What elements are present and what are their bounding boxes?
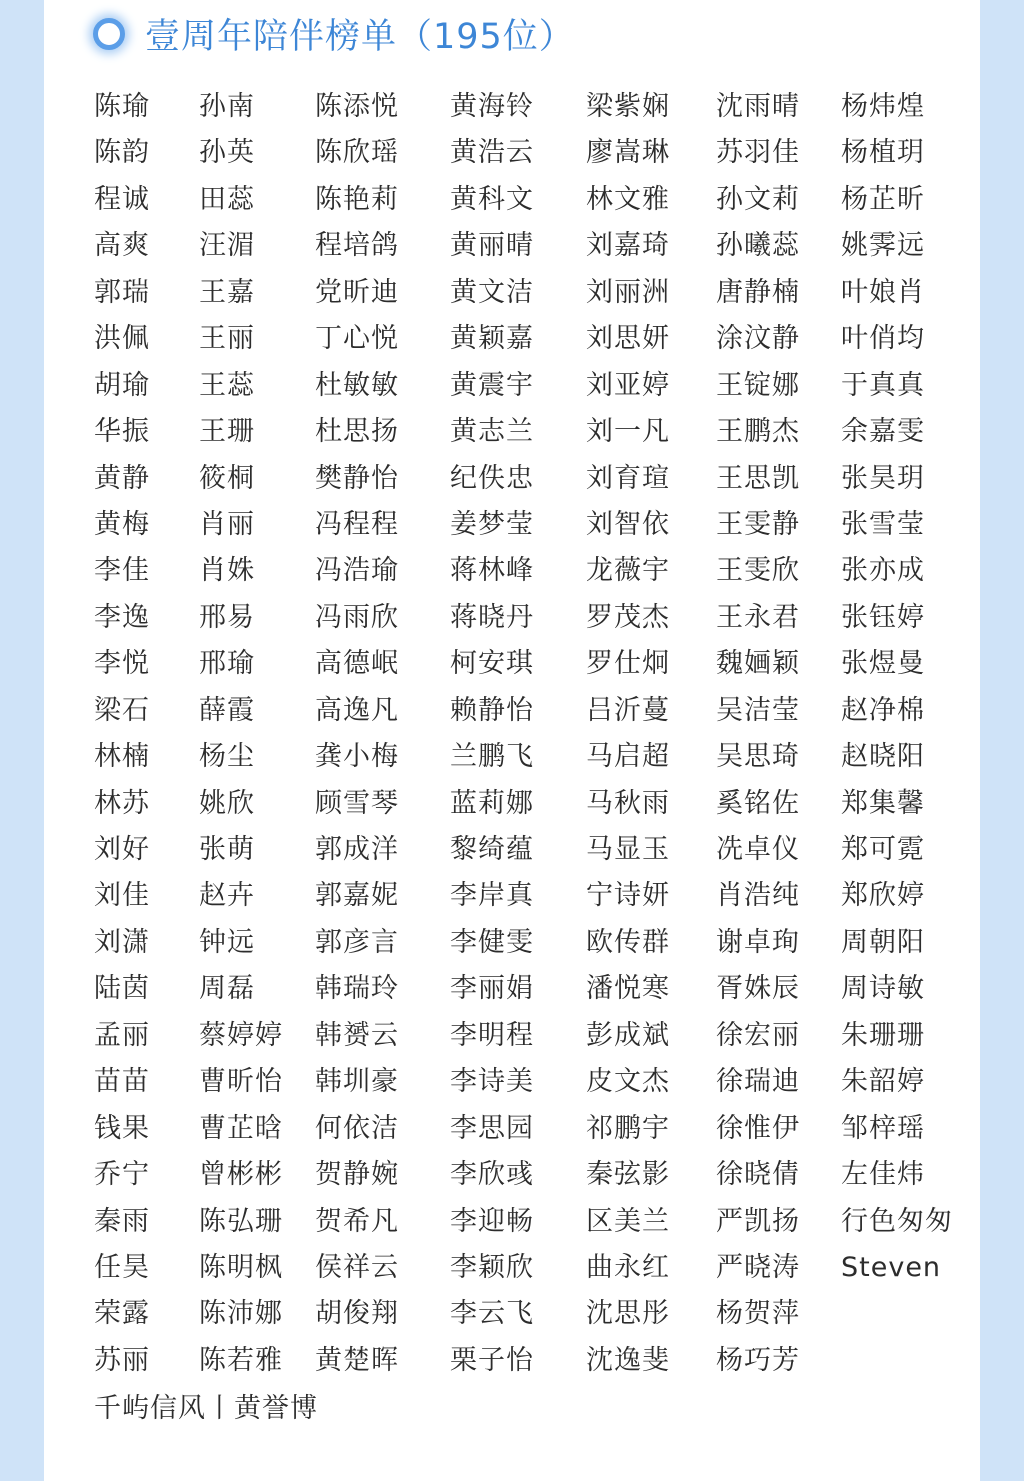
page-title: 壹周年陪伴榜单（195位） xyxy=(145,17,575,57)
name-entry: 李佳 xyxy=(94,555,150,587)
name-entry: 陈明枫 xyxy=(199,1251,283,1283)
name-entry: 胥姝辰 xyxy=(716,973,800,1005)
name-entry: 王雯静 xyxy=(716,508,800,540)
name-entry: 李明程 xyxy=(450,1019,534,1051)
name-entry: 陈瑜 xyxy=(94,91,150,122)
name-entry: 曲永红 xyxy=(586,1251,670,1283)
name-entry: 左佳炜 xyxy=(841,1159,925,1191)
empty-cell xyxy=(841,1338,971,1384)
name-entry: 赖静怡 xyxy=(450,694,534,726)
name-entry: 张雪莹 xyxy=(841,508,925,540)
name-entry: 张萌 xyxy=(199,834,255,865)
name-entry: 胡瑜 xyxy=(94,369,150,401)
name-entry: 邢瑜 xyxy=(199,648,255,680)
name-entry: 王蕊 xyxy=(199,369,255,401)
name-entry: 李迎畅 xyxy=(450,1205,534,1237)
name-entry: 蔡婷婷 xyxy=(199,1019,283,1051)
name-entry: 苗苗 xyxy=(94,1066,150,1098)
name-entry: 杜思扬 xyxy=(315,416,399,448)
name-entry: 蒋林峰 xyxy=(450,555,534,587)
name-entry: 刘育瑄 xyxy=(586,462,670,494)
name-entry: 华振 xyxy=(94,416,150,448)
name-entry: 朱韶婷 xyxy=(841,1066,925,1098)
name-entry: 沈思彤 xyxy=(586,1298,670,1330)
name-entry: 宁诗妍 xyxy=(586,880,670,912)
name-entry: 郭嘉妮 xyxy=(315,880,399,912)
name-entry: 肖浩纯 xyxy=(716,880,800,912)
name-entry: 罗茂杰 xyxy=(586,601,670,633)
name-entry: 曹芷晗 xyxy=(199,1112,283,1144)
name-entry: 罗仕炯 xyxy=(586,648,670,680)
name-entry: 王思凯 xyxy=(716,462,800,494)
name-entry: 兰鹏飞 xyxy=(450,741,534,773)
name-entry: 赵卉 xyxy=(199,880,255,912)
name-entry: Steven xyxy=(841,1251,942,1283)
name-entry: 陈沛娜 xyxy=(199,1298,283,1330)
name-entry: 郭瑞 xyxy=(94,276,150,308)
name-entry: 吴洁莹 xyxy=(716,694,800,726)
name-entry: 陈欣瑶 xyxy=(315,137,399,169)
name-entry: 王鹏杰 xyxy=(716,416,800,448)
name-entry: 郑集馨 xyxy=(841,787,925,819)
name-entry: 冼卓仪 xyxy=(716,834,800,865)
name-entry: 刘丽洲 xyxy=(586,276,670,308)
name-entry: 韩圳豪 xyxy=(315,1066,399,1098)
name-entry: 龚小梅 xyxy=(315,741,399,773)
name-entry: 姚欣 xyxy=(199,787,255,819)
name-entry: 皮文杰 xyxy=(586,1066,670,1098)
name-entry: 李岸真 xyxy=(450,880,534,912)
name-entry: 刘佳 xyxy=(94,880,150,912)
name-entry: 林苏 xyxy=(94,787,150,819)
name-entry: 黎绮蕴 xyxy=(450,834,534,865)
name-entry: 李逸 xyxy=(94,601,150,633)
name-entry: 孙曦蕊 xyxy=(716,230,800,262)
name-entry: 刘智依 xyxy=(586,508,670,540)
name-entry: 何依洁 xyxy=(315,1112,399,1144)
name-entry: 林楠 xyxy=(94,741,150,773)
name-entry: 区美兰 xyxy=(586,1205,670,1237)
name-entry: 谢卓珣 xyxy=(716,926,800,958)
name-grid xyxy=(94,84,971,1384)
name-entry: 徐宏丽 xyxy=(716,1019,800,1051)
name-entry: 钟远 xyxy=(199,926,255,958)
name-entry: 周朝阳 xyxy=(841,926,925,958)
name-entry: 汪湄 xyxy=(199,230,255,262)
name-entry: 曹昕怡 xyxy=(199,1066,283,1098)
name-entry: 于真真 xyxy=(841,369,925,401)
name-entry: 郭彦言 xyxy=(315,926,399,958)
name-entry: 丁心悦 xyxy=(315,323,399,355)
name-entry: 陈韵 xyxy=(94,137,150,169)
name-entry: 李颖欣 xyxy=(450,1251,534,1283)
name-entry: 秦雨 xyxy=(94,1205,150,1237)
name-entry: 赵净棉 xyxy=(841,694,925,726)
name-entry: 冯雨欣 xyxy=(315,601,399,633)
name-entry: 梁紫娴 xyxy=(586,91,670,122)
name-entry: 龙薇宇 xyxy=(586,555,670,587)
name-entry: 沈雨晴 xyxy=(716,91,800,122)
name-entry: 陈若雅 xyxy=(199,1344,283,1376)
name-entry: 李欣彧 xyxy=(450,1159,534,1191)
name-entry: 李悦 xyxy=(94,648,150,680)
name-entry: 苏丽 xyxy=(94,1344,150,1376)
name-entry: 黄文洁 xyxy=(450,276,534,308)
name-entry: 蓝莉娜 xyxy=(450,787,534,819)
name-entry: 张亦成 xyxy=(841,555,925,587)
name-entry: 杨巧芳 xyxy=(716,1344,800,1376)
name-entry: 苏羽佳 xyxy=(716,137,800,169)
name-entry: 徐瑞迪 xyxy=(716,1066,800,1098)
name-entry: 郭成洋 xyxy=(315,834,399,865)
name-entry: 李健雯 xyxy=(450,926,534,958)
name-entry: 彭成斌 xyxy=(586,1019,670,1051)
name-entry: 马秋雨 xyxy=(586,787,670,819)
name-entry: 薛霞 xyxy=(199,694,255,726)
name-entry: 纪佚忠 xyxy=(450,462,534,494)
name-entry: 林文雅 xyxy=(586,183,670,215)
name-entry: 刘思妍 xyxy=(586,323,670,355)
name-entry: 徐晓倩 xyxy=(716,1159,800,1191)
name-entry: 马启超 xyxy=(586,741,670,773)
name-entry: 魏婳颖 xyxy=(716,648,800,680)
name-entry: 筱桐 xyxy=(199,462,255,494)
name-entry: 刘嘉琦 xyxy=(586,230,670,262)
name-entry: 邹梓瑶 xyxy=(841,1112,925,1144)
name-entry: 黄海铃 xyxy=(450,91,534,122)
name-entry: 樊静怡 xyxy=(315,462,399,494)
name-entry: 严凯扬 xyxy=(716,1205,800,1237)
name-entry: 姚霁远 xyxy=(841,230,925,262)
name-entry: 杨植玥 xyxy=(841,137,925,169)
name-entry: 姜梦莹 xyxy=(450,508,534,540)
name-entry: 黄静 xyxy=(94,462,150,494)
name-entry: 陈添悦 xyxy=(315,91,399,122)
name-entry: 余嘉雯 xyxy=(841,416,925,448)
name-entry: 韩赟云 xyxy=(315,1019,399,1051)
name-entry: 蒋晓丹 xyxy=(450,601,534,633)
name-entry: 廖嵩琳 xyxy=(586,137,670,169)
name-entry: 梁石 xyxy=(94,694,150,726)
name-entry: 黄楚晖 xyxy=(315,1344,399,1376)
name-entry: 杨尘 xyxy=(199,741,255,773)
name-entry: 李思园 xyxy=(450,1112,534,1144)
name-entry: 叶娘肖 xyxy=(841,276,925,308)
name-entry: 黄梅 xyxy=(94,508,150,540)
name-entry: 刘亚婷 xyxy=(586,369,670,401)
footer-names: 千屿信风丨黄誉博 xyxy=(94,1393,318,1424)
name-entry: 张昊玥 xyxy=(841,462,925,494)
name-entry: 行色匆匆 xyxy=(841,1205,953,1237)
name-entry: 张钰婷 xyxy=(841,601,925,633)
name-entry: 周磊 xyxy=(199,973,255,1005)
name-entry: 贺静婉 xyxy=(315,1159,399,1191)
name-entry: 吕沂蔓 xyxy=(586,694,670,726)
name-entry: 沈逸斐 xyxy=(586,1344,670,1376)
name-entry: 孙文莉 xyxy=(716,183,800,215)
name-entry: 孟丽 xyxy=(94,1019,150,1051)
name-entry: 邢易 xyxy=(199,601,255,633)
bullet-dot-icon xyxy=(93,18,125,50)
name-entry: 朱珊珊 xyxy=(841,1019,925,1051)
name-entry: 奚铭佐 xyxy=(716,787,800,819)
name-entry: 黄志兰 xyxy=(450,416,534,448)
name-entry: 程诚 xyxy=(94,183,150,215)
list-header xyxy=(93,10,575,58)
name-entry: 田蕊 xyxy=(199,183,255,215)
name-entry: 杜敏敏 xyxy=(315,369,399,401)
name-entry: 陈弘珊 xyxy=(199,1205,283,1237)
name-entry: 王嘉 xyxy=(199,276,255,308)
name-entry: 李诗美 xyxy=(450,1066,534,1098)
name-entry: 潘悦寒 xyxy=(586,973,670,1005)
name-entry: 严晓涛 xyxy=(716,1251,800,1283)
name-entry: 侯祥云 xyxy=(315,1251,399,1283)
name-entry: 叶俏均 xyxy=(841,323,925,355)
name-entry: 黄震宇 xyxy=(450,369,534,401)
name-entry: 郑可霓 xyxy=(841,834,925,865)
name-entry: 李云飞 xyxy=(450,1298,534,1330)
empty-cell xyxy=(841,1291,971,1337)
name-entry: 钱果 xyxy=(94,1112,150,1144)
name-entry: 高逸凡 xyxy=(315,694,399,726)
name-entry: 韩瑞玲 xyxy=(315,973,399,1005)
name-entry: 王丽 xyxy=(199,323,255,355)
name-entry: 胡俊翔 xyxy=(315,1298,399,1330)
name-entry: 黄丽晴 xyxy=(450,230,534,262)
name-entry: 徐惟伊 xyxy=(716,1112,800,1144)
name-entry: 高德岷 xyxy=(315,648,399,680)
name-entry: 杨芷昕 xyxy=(841,183,925,215)
name-entry: 秦弦影 xyxy=(586,1159,670,1191)
name-entry: 马显玉 xyxy=(586,834,670,865)
name-entry: 欧传群 xyxy=(586,926,670,958)
name-entry: 祁鹏宇 xyxy=(586,1112,670,1144)
name-entry: 冯浩瑜 xyxy=(315,555,399,587)
name-entry: 柯安琪 xyxy=(450,648,534,680)
name-entry: 贺希凡 xyxy=(315,1205,399,1237)
name-entry: 王永君 xyxy=(716,601,800,633)
name-entry: 荣露 xyxy=(94,1298,150,1330)
name-entry: 涂汶静 xyxy=(716,323,800,355)
name-entry: 孙南 xyxy=(199,91,255,122)
name-entry: 肖姝 xyxy=(199,555,255,587)
name-entry: 杨贺萍 xyxy=(716,1298,800,1330)
name-entry: 刘一凡 xyxy=(586,416,670,448)
name-entry: 李丽娟 xyxy=(450,973,534,1005)
name-entry: 黄浩云 xyxy=(450,137,534,169)
name-entry: 王雯欣 xyxy=(716,555,800,587)
name-entry: 程培鸽 xyxy=(315,230,399,262)
name-entry: 陆茵 xyxy=(94,973,150,1005)
name-entry: 王珊 xyxy=(199,416,255,448)
name-entry: 周诗敏 xyxy=(841,973,925,1005)
name-entry: 栗子怡 xyxy=(450,1344,534,1376)
name-entry: 赵晓阳 xyxy=(841,741,925,773)
name-entry: 王锭娜 xyxy=(716,369,800,401)
name-entry: 黄颖嘉 xyxy=(450,323,534,355)
name-entry: 高爽 xyxy=(94,230,150,262)
name-entry: 乔宁 xyxy=(94,1159,150,1191)
name-entry: 郑欣婷 xyxy=(841,880,925,912)
name-entry: 唐静楠 xyxy=(716,276,800,308)
name-entry: 张煜曼 xyxy=(841,648,925,680)
name-entry: 顾雪琴 xyxy=(315,787,399,819)
name-entry: 孙英 xyxy=(199,137,255,169)
name-entry: 冯程程 xyxy=(315,508,399,540)
name-entry: 刘好 xyxy=(94,834,150,865)
name-entry: 吴思琦 xyxy=(716,741,800,773)
name-entry: 肖丽 xyxy=(199,508,255,540)
name-entry: 陈艳莉 xyxy=(315,183,399,215)
name-entry: 杨炜煌 xyxy=(841,91,925,122)
name-entry: 洪佩 xyxy=(94,323,150,355)
name-entry: 曾彬彬 xyxy=(199,1159,283,1191)
name-entry: 任昊 xyxy=(94,1251,150,1283)
name-entry: 刘潇 xyxy=(94,926,150,958)
name-entry: 黄科文 xyxy=(450,183,534,215)
name-entry: 党昕迪 xyxy=(315,276,399,308)
